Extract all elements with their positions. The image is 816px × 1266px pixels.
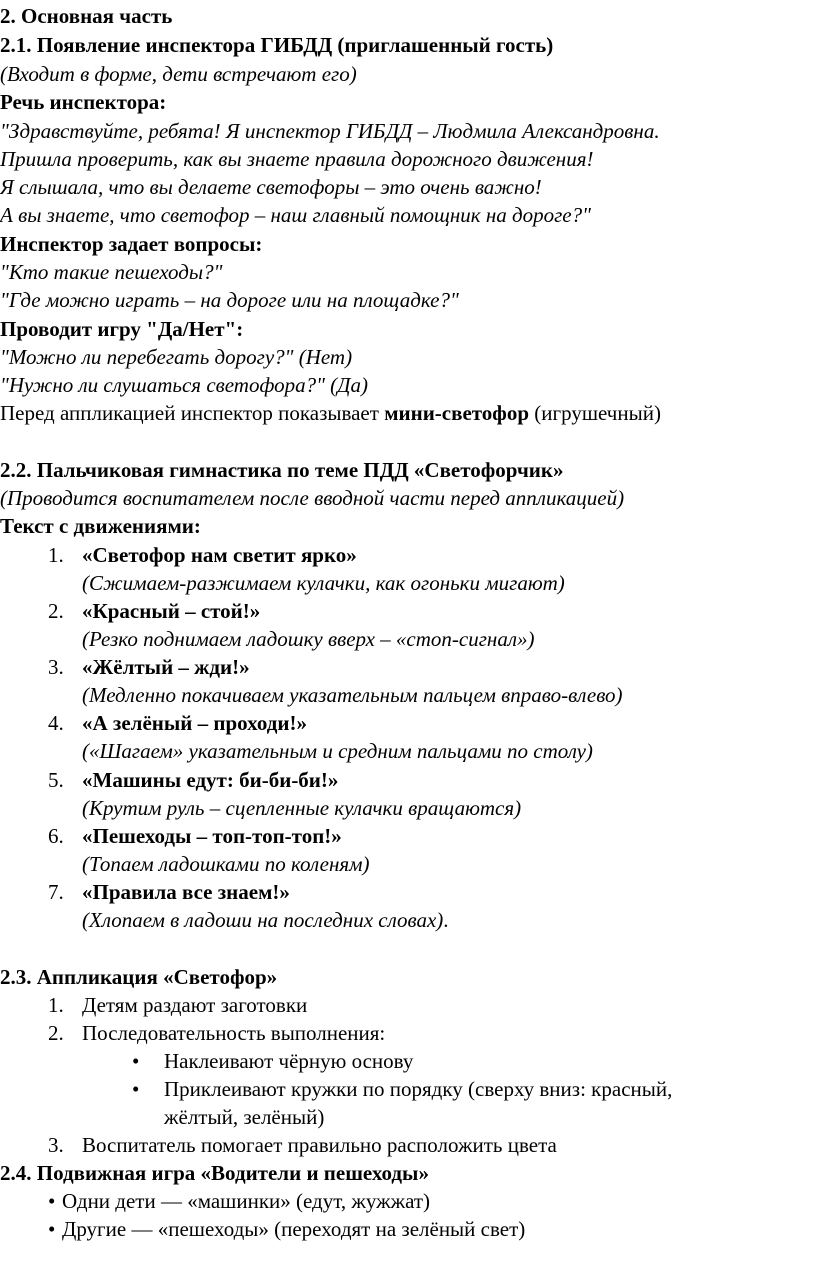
bullet-text: Другие — «пешеходы» (переходят на зелёный свет)	[62, 1217, 526, 1241]
section-2-2-number: 2.2	[0, 458, 27, 482]
list-item	[0, 1131, 816, 1159]
item-number: 3.	[48, 1133, 64, 1157]
list-item	[0, 766, 816, 794]
item-note-wrap	[82, 906, 449, 934]
item-text: «А зелёный – проходи!»	[82, 711, 307, 735]
item-number: 5.	[48, 768, 64, 792]
item-text: «Правила все знаем!»	[82, 880, 290, 904]
question-line: "Кто такие пешеходы?"	[0, 260, 223, 284]
bullet-icon: •	[48, 1217, 56, 1241]
list-item-note	[0, 850, 816, 878]
list-item	[0, 653, 816, 681]
inspector-final-line	[0, 399, 661, 427]
item-number: 7.	[48, 880, 64, 904]
list-item	[0, 709, 816, 737]
bullet-item-continuation	[0, 1103, 816, 1131]
game-line: "Можно ли перебегать дорогу?" (Нет)	[0, 345, 353, 369]
speech-line: А вы знаете, что светофор – наш главный помощник на дороге?"	[0, 203, 591, 227]
speech-line: Я слышала, что вы делаете светофоры – это очень важно!	[0, 175, 542, 199]
bullet-item	[0, 1047, 816, 1075]
list-item	[0, 1019, 816, 1047]
item-note: (Сжимаем-разжимаем кулачки, как огоньки мигают)	[82, 571, 565, 595]
section-2-1-heading: 2.1. Появление инспектора ГИБДД (приглашенный гость)	[0, 33, 554, 57]
item-text: Последовательность выполнения:	[82, 1021, 386, 1045]
list-item	[0, 878, 816, 906]
item-number: 2.	[48, 599, 64, 623]
item-text: «Машины едут: би-би-би!»	[82, 768, 339, 792]
item-note: (Медленно покачиваем указательным пальцем вправо-влево)	[82, 683, 623, 707]
stage-note: (Входит в форме, дети встречают его)	[0, 62, 357, 86]
bullet-icon: •	[132, 1049, 140, 1073]
list-item	[0, 991, 816, 1019]
game-line: "Нужно ли слушаться светофора?" (Да)	[0, 373, 369, 397]
item-note: (Крутим руль – сцепленные кулачки вращаются)	[82, 796, 522, 820]
list-item-note	[0, 569, 816, 597]
item-number: 1.	[48, 543, 64, 567]
section-2-heading: 2. Основная часть	[0, 4, 173, 28]
item-number: 6.	[48, 824, 64, 848]
section-2-4-heading: 2.4. Подвижная игра «Водители и пешеходы»	[0, 1161, 429, 1185]
list-item-note	[0, 906, 816, 934]
bullet-text: Приклеивают кружки по порядку (сверху вниз: красный,	[164, 1077, 673, 1101]
item-number: 2.	[48, 1021, 64, 1045]
section-2-2-heading	[0, 456, 564, 484]
item-text: «Светофор нам светит ярко»	[82, 543, 357, 567]
item-number: 3.	[48, 655, 64, 679]
item-text: Воспитатель помогает правильно расположить цвета	[82, 1133, 557, 1157]
speech-line: "Здравствуйте, ребята! Я инспектор ГИБДД – Людмила Александровна.	[0, 119, 660, 143]
bullet-icon: •	[48, 1189, 56, 1213]
item-text: «Красный – стой!»	[82, 599, 261, 623]
item-note: (Хлопаем в ладоши на последних словах)	[82, 908, 444, 932]
list-item	[0, 822, 816, 850]
bullet-icon: •	[132, 1077, 140, 1101]
item-text: Детям раздают заготовки	[82, 993, 308, 1017]
final-text-end: (игрушечный)	[529, 401, 661, 425]
item-text: «Жёлтый – жди!»	[82, 655, 250, 679]
section-2-2-note: (Проводится воспитателем после вводной части перед аппликацией)	[0, 486, 625, 510]
item-text: «Пешеходы – топ-топ-топ!»	[82, 824, 342, 848]
bullet-text: жёлтый, зелёный)	[164, 1105, 325, 1129]
questions-label: Инспектор задает вопросы:	[0, 232, 263, 256]
list-item	[0, 597, 816, 625]
game-label: Проводит игру "Да/Нет":	[0, 317, 244, 341]
item-note-period: .	[443, 908, 449, 932]
bullet-item	[0, 1075, 816, 1103]
list-item-note	[0, 737, 816, 765]
item-note: (Резко поднимаем ладошку вверх – «стоп-сигнал»)	[82, 627, 535, 651]
mini-traffic-light-label: мини-светофор	[384, 401, 530, 425]
item-note: (Топаем ладошками по коленям)	[82, 852, 370, 876]
list-item	[0, 541, 816, 569]
bullet-text: Одни дети — «машинки» (едут, жужжат)	[62, 1189, 431, 1213]
item-number: 1.	[48, 993, 64, 1017]
bullet-text: Наклеивают чёрную основу	[164, 1049, 414, 1073]
question-line: "Где можно играть – на дороге или на площадке?"	[0, 288, 459, 312]
bullet-item	[0, 1215, 816, 1243]
bullet-item	[0, 1187, 816, 1215]
section-2-3-heading: 2.3. Аппликация «Светофор»	[0, 965, 278, 989]
list-item-note	[0, 681, 816, 709]
final-text: Перед аппликацией инспектор показывает	[0, 401, 385, 425]
speech-line: Пришла проверить, как вы знаете правила дорожного движения!	[0, 147, 594, 171]
item-number: 4.	[48, 711, 64, 735]
item-note: («Шагаем» указательным и средним пальцами по столу)	[82, 739, 593, 763]
speech-label: Речь инспектора:	[0, 90, 167, 114]
list-item-note	[0, 625, 816, 653]
section-2-2-title: . Пальчиковая гимнастика по теме ПДД «Светофорчик»	[26, 458, 564, 482]
movements-label: Текст с движениями:	[0, 514, 201, 538]
list-item-note	[0, 794, 816, 822]
